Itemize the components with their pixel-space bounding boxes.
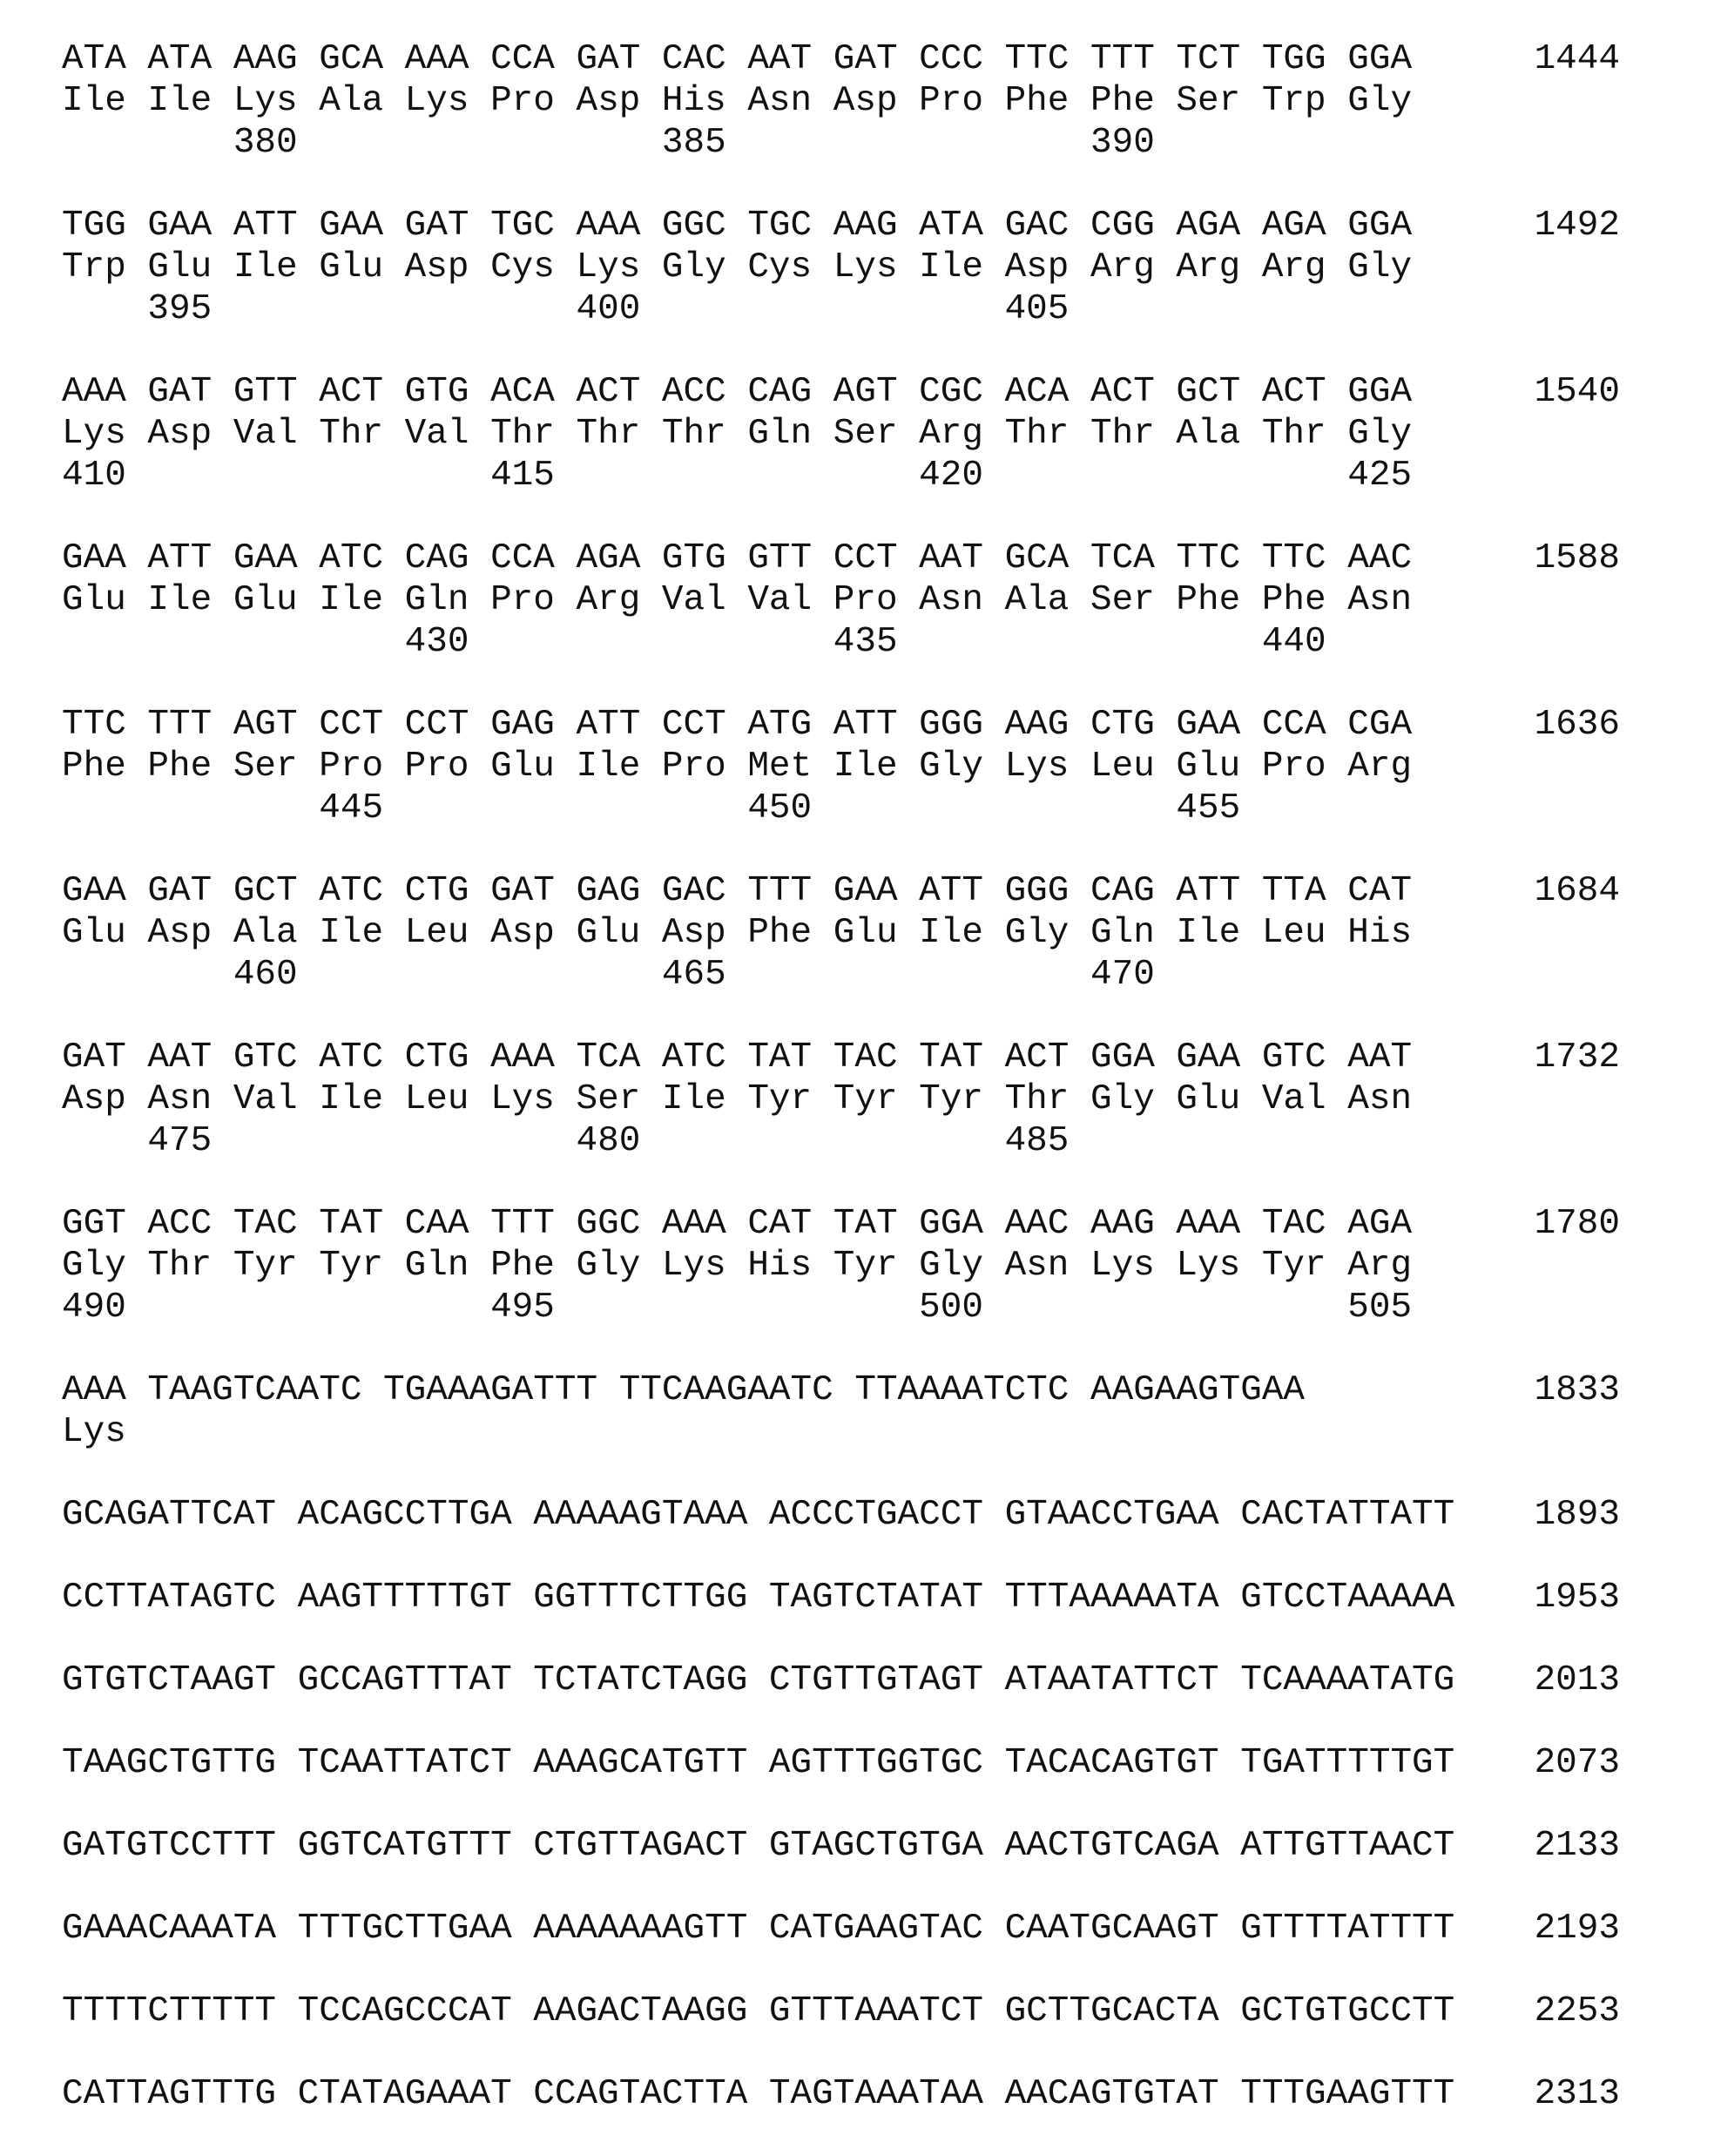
nucleotide-sequence: CCTTATAGTC AAGTTTTTGT GGTTTCTTGG TAGTCTATAT TTTAAAAATA GTCCTAAAAA <box>62 1578 1454 1618</box>
residue-number: 450 <box>747 787 812 829</box>
coding-block <box>62 704 1714 829</box>
residue-number: 475 <box>147 1120 212 1162</box>
nucleotide-position: 2253 <box>1535 1990 1620 2032</box>
nucleotide-position: 1780 <box>1535 1203 1620 1245</box>
residue-number: 455 <box>1176 787 1240 829</box>
residue-number: 425 <box>1347 455 1412 497</box>
residue-number-row <box>62 455 1714 497</box>
residue-number: 410 <box>62 455 126 497</box>
residue-number: 465 <box>662 954 726 996</box>
nucleotide-position: 1833 <box>1535 1369 1620 1411</box>
noncoding-line <box>62 1577 1714 1619</box>
nucleotide-row <box>62 537 1714 579</box>
nucleotide-row <box>62 1908 1714 1950</box>
residue-number: 505 <box>1347 1287 1412 1328</box>
residue-number: 485 <box>1005 1120 1070 1162</box>
nucleotide-position: 2313 <box>1535 2073 1620 2115</box>
codon-sequence: GAT AAT GTC ATC CTG AAA TCA ATC TAT TAC TAT ACT GGA GAA GTC AAT <box>62 1037 1412 1078</box>
nucleotide-sequence: GCAGATTCAT ACAGCCTTGA AAAAAGTAAA ACCCTGACCT GTAACCTGAA CACTATTATT <box>62 1495 1454 1535</box>
coding-block <box>62 205 1714 330</box>
noncoding-line <box>62 1659 1714 1701</box>
nucleotide-position: 1893 <box>1535 1494 1620 1536</box>
nucleotide-position: 2193 <box>1535 1908 1620 1950</box>
amino-acid-row: Glu Ile Glu Ile Gln Pro Arg Val Val Pro Asn Ala Ser Phe Phe Asn <box>62 579 1714 621</box>
nucleotide-sequence: CATTAGTTTG CTATAGAAAT CCAGTACTTA TAGTAAATAA AACAGTGTAT TTTGAAGTTT <box>62 2074 1454 2114</box>
residue-number-row <box>62 1287 1714 1328</box>
nucleotide-sequence: GATGTCCTTT GGTCATGTTT CTGTTAGACT GTAGCTGTGA AACTGTCAGA ATTGTTAACT <box>62 1826 1454 1866</box>
coding-block <box>62 1037 1714 1162</box>
residue-number: 495 <box>490 1287 555 1328</box>
residue-number-row <box>62 288 1714 330</box>
coding-block <box>62 38 1714 164</box>
residue-number: 480 <box>576 1120 640 1162</box>
noncoding-line <box>62 1990 1714 2032</box>
amino-acid-row: Asp Asn Val Ile Leu Lys Ser Ile Tyr Tyr Tyr Thr Gly Glu Val Asn <box>62 1078 1714 1120</box>
nucleotide-sequence: TTTTCTTTTT TCCAGCCCAT AAGACTAAGG GTTTAAATCT GCTTGCACTA GCTGTGCCTT <box>62 1991 1454 2031</box>
residue-number: 385 <box>662 122 726 164</box>
nucleotide-row <box>62 1203 1714 1245</box>
residue-number: 415 <box>490 455 555 497</box>
residue-number-row <box>62 1120 1714 1162</box>
nucleotide-row <box>62 1037 1714 1078</box>
nucleotide-position: 1636 <box>1535 704 1620 746</box>
coding-block <box>62 870 1714 996</box>
residue-number: 470 <box>1090 954 1155 996</box>
sequence-listing <box>62 38 1714 2156</box>
amino-acid-row: Lys <box>62 1411 1714 1453</box>
noncoding-line <box>62 1908 1714 1950</box>
nucleotide-position: 1444 <box>1535 38 1620 80</box>
residue-number: 400 <box>576 288 640 330</box>
noncoding-line <box>62 2073 1714 2115</box>
amino-acid-row: Phe Phe Ser Pro Pro Glu Ile Pro Met Ile Gly Lys Leu Glu Pro Arg <box>62 746 1714 787</box>
nucleotide-row <box>62 2073 1714 2115</box>
nucleotide-row <box>62 1742 1714 1784</box>
residue-number: 390 <box>1090 122 1155 164</box>
noncoding-line <box>62 1494 1714 1536</box>
nucleotide-row <box>62 1494 1714 1536</box>
nucleotide-position: 2133 <box>1535 1825 1620 1867</box>
residue-number-row <box>62 122 1714 164</box>
codon-sequence: TGG GAA ATT GAA GAT TGC AAA GGC TGC AAG ATA GAC CGG AGA AGA GGA <box>62 206 1412 246</box>
residue-number: 420 <box>919 455 983 497</box>
coding-block <box>62 1203 1714 1328</box>
nucleotide-position: 2013 <box>1535 1659 1620 1701</box>
nucleotide-row <box>62 205 1714 247</box>
codon-sequence: TTC TTT AGT CCT CCT GAG ATT CCT ATG ATT GGG AAG CTG GAA CCA CGA <box>62 705 1412 745</box>
residue-number-row <box>62 954 1714 996</box>
nucleotide-row <box>62 38 1714 80</box>
residue-number: 500 <box>919 1287 983 1328</box>
nucleotide-position: 1588 <box>1535 537 1620 579</box>
residue-number: 405 <box>1005 288 1070 330</box>
codon-sequence: AAA TAAGTCAATC TGAAAGATTT TTCAAGAATC TTAAAATCTC AAGAAGTGAA <box>62 1370 1305 1410</box>
coding-block <box>62 537 1714 663</box>
nucleotide-position: 1540 <box>1535 371 1620 413</box>
residue-number: 490 <box>62 1287 126 1328</box>
residue-number: 380 <box>233 122 298 164</box>
nucleotide-sequence: GAAACAAATA TTTGCTTGAA AAAAAAAGTT CATGAAGTAC CAATGCAAGT GTTTTATTTT <box>62 1909 1454 1949</box>
nucleotide-position: 1492 <box>1535 205 1620 247</box>
codon-sequence: GAA ATT GAA ATC CAG CCA AGA GTG GTT CCT AAT GCA TCA TTC TTC AAC <box>62 538 1412 578</box>
noncoding-line <box>62 1825 1714 1867</box>
residue-number-row <box>62 621 1714 663</box>
coding-block <box>62 371 1714 497</box>
codon-sequence: GAA GAT GCT ATC CTG GAT GAG GAC TTT GAA ATT GGG CAG ATT TTA CAT <box>62 871 1412 911</box>
amino-acid-row: Lys Asp Val Thr Val Thr Thr Thr Gln Ser Arg Thr Thr Ala Thr Gly <box>62 413 1714 455</box>
residue-number: 440 <box>1262 621 1326 663</box>
amino-acid-row: Trp Glu Ile Glu Asp Cys Lys Gly Cys Lys Ile Asp Arg Arg Arg Gly <box>62 247 1714 288</box>
nucleotide-row <box>62 1990 1714 2032</box>
nucleotide-row <box>62 1577 1714 1619</box>
amino-acid-row: Gly Thr Tyr Tyr Gln Phe Gly Lys His Tyr Gly Asn Lys Lys Tyr Arg <box>62 1245 1714 1287</box>
nucleotide-row <box>62 1369 1714 1411</box>
codon-sequence: AAA GAT GTT ACT GTG ACA ACT ACC CAG AGT CGC ACA ACT GCT ACT GGA <box>62 372 1412 412</box>
amino-acid-row: Glu Asp Ala Ile Leu Asp Glu Asp Phe Glu Ile Gly Gln Ile Leu His <box>62 912 1714 954</box>
nucleotide-row <box>62 704 1714 746</box>
nucleotide-row <box>62 371 1714 413</box>
residue-number: 430 <box>405 621 469 663</box>
nucleotide-row <box>62 1825 1714 1867</box>
nucleotide-sequence: GTGTCTAAGT GCCAGTTTAT TCTATCTAGG CTGTTGTAGT ATAATATTCT TCAAAATATG <box>62 1660 1454 1700</box>
nucleotide-position: 2073 <box>1535 1742 1620 1784</box>
residue-number: 435 <box>833 621 898 663</box>
residue-number: 445 <box>319 787 383 829</box>
nucleotide-position: 1953 <box>1535 1577 1620 1619</box>
coding-block <box>62 1369 1714 1453</box>
residue-number-row <box>62 787 1714 829</box>
nucleotide-position: 1684 <box>1535 870 1620 912</box>
codon-sequence: ATA ATA AAG GCA AAA CCA GAT CAC AAT GAT CCC TTC TTT TCT TGG GGA <box>62 39 1412 79</box>
amino-acid-row: Ile Ile Lys Ala Lys Pro Asp His Asn Asp Pro Phe Phe Ser Trp Gly <box>62 80 1714 122</box>
residue-number: 395 <box>147 288 212 330</box>
residue-number: 460 <box>233 954 298 996</box>
noncoding-line <box>62 1742 1714 1784</box>
nucleotide-position: 1732 <box>1535 1037 1620 1078</box>
nucleotide-row <box>62 870 1714 912</box>
nucleotide-row <box>62 1659 1714 1701</box>
nucleotide-sequence: TAAGCTGTTG TCAATTATCT AAAGCATGTT AGTTTGGTGC TACACAGTGT TGATTTTTGT <box>62 1743 1454 1783</box>
codon-sequence: GGT ACC TAC TAT CAA TTT GGC AAA CAT TAT GGA AAC AAG AAA TAC AGA <box>62 1204 1412 1244</box>
